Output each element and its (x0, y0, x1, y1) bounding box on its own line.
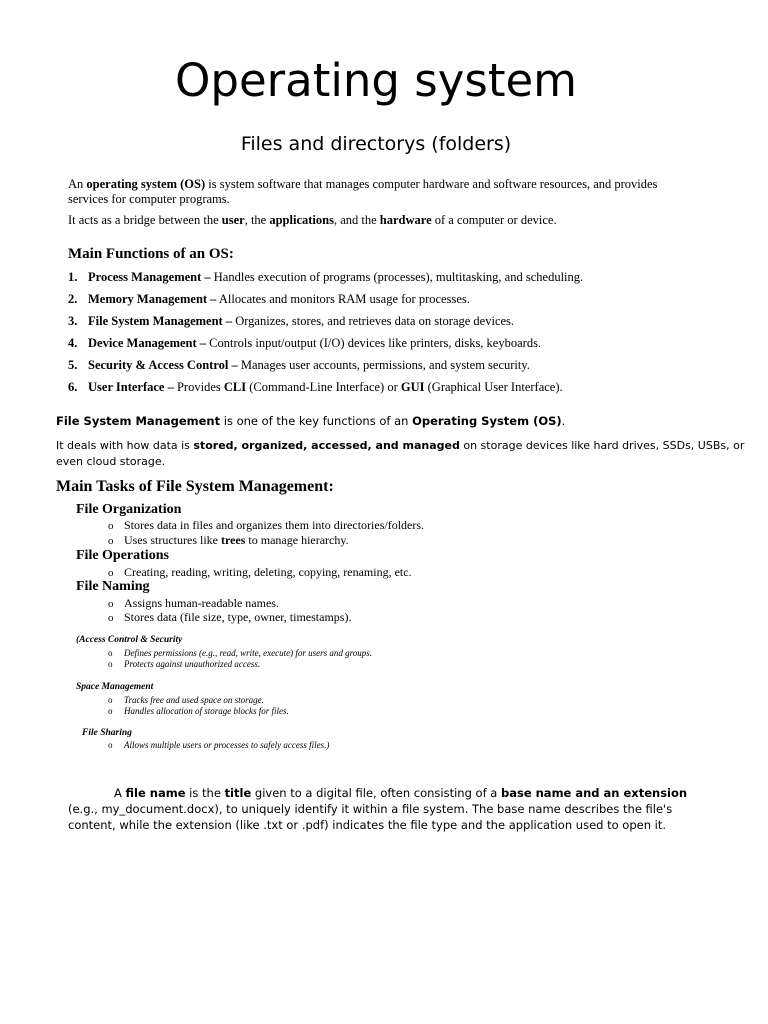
list-item-text: Stores data in files and organizes them into directories/folders. (124, 518, 425, 532)
list-item (108, 706, 289, 716)
list-item-bold: GUI (400, 380, 425, 394)
filename-paragraph-line-2: (e.g., my_document.docx), to uniquely identify it within a file system. The base name describes the file's (68, 802, 673, 816)
list-item-term: Security & Access Control – (88, 358, 238, 372)
list-item-text: (Command-Line Interface) or (246, 380, 401, 394)
intro-text: of a computer or device. (431, 213, 557, 227)
intro-bold: user (221, 213, 245, 227)
list-item (68, 336, 541, 351)
bullet-icon: o (108, 659, 113, 669)
list-item (68, 314, 514, 329)
list-item (68, 380, 563, 395)
bullet-icon: o (108, 520, 114, 532)
bullet-icon: o (108, 567, 114, 579)
file-operations-heading: File Operations (76, 548, 169, 563)
filename-text: is the (185, 786, 225, 800)
list-item-text: Manages user accounts, permissions, and system security. (237, 358, 530, 372)
bullet-icon: o (108, 612, 114, 624)
fsm-paragraph-2 (56, 438, 744, 454)
list-item-term: Memory Management – (88, 292, 217, 306)
bullet-icon: o (108, 740, 113, 750)
list-item (108, 659, 260, 669)
intro-text: , the (244, 213, 270, 227)
fsm-paragraph-2-cont: even cloud storage. (56, 455, 166, 468)
list-item (108, 533, 349, 548)
functions-heading: Main Functions of an OS: (68, 246, 234, 262)
list-item-text: Handles execution of programs (processes), multitasking, and scheduling. (210, 270, 584, 284)
list-item-text: Protects against unauthorized access. (124, 659, 261, 669)
intro-paragraph-1 (68, 177, 657, 192)
list-item-bold: CLI (223, 380, 247, 394)
access-control-heading: (Access Control & Security (76, 635, 183, 645)
list-item (108, 695, 264, 705)
list-item-text: Stores data (file size, type, owner, timestamps). (124, 610, 352, 624)
list-number: 4. (68, 336, 78, 350)
list-item (108, 610, 351, 625)
list-item-bold: trees (220, 533, 246, 547)
fsm-text: on storage devices like hard drives, SSDs, USBs, or (459, 439, 745, 452)
intro-paragraph-1-cont: services for computer programs. (68, 192, 230, 206)
list-number: 1. (68, 270, 78, 284)
file-organization-heading: File Organization (76, 502, 182, 517)
intro-bold: hardware (379, 213, 432, 227)
fsm-bold: Operating System (OS) (412, 414, 562, 428)
list-item (108, 596, 279, 611)
intro-bold: applications (269, 213, 334, 227)
filename-bold: file name (125, 786, 186, 800)
list-item-text: Allows multiple users or processes to safely access files.) (124, 740, 330, 750)
filename-bold: title (224, 786, 252, 800)
intro-bold-os: operating system (OS) (86, 177, 206, 191)
list-item-text: Uses structures like (124, 533, 221, 547)
fsm-bold: File System Management (56, 414, 221, 428)
fsm-text: . (561, 414, 566, 428)
list-item-text: Tracks free and used space on storage. (124, 695, 264, 705)
list-item-text: Provides (173, 380, 224, 394)
list-number: 3. (68, 314, 78, 328)
list-item (108, 518, 424, 533)
list-item-text: Allocates and monitors RAM usage for processes. (216, 292, 470, 306)
bullet-icon: o (108, 535, 114, 547)
file-naming-heading: File Naming (76, 579, 150, 594)
page-title: Operating system (175, 54, 577, 107)
list-item (108, 648, 372, 658)
list-item (108, 740, 329, 750)
filename-paragraph-line-3: content, while the extension (like .txt or .pdf) indicates the file type and the application used to open it. (68, 818, 667, 832)
list-number: 5. (68, 358, 78, 372)
filename-bold: base name and an extension (500, 786, 688, 800)
list-item-text: Assigns human-readable names. (124, 596, 279, 610)
space-management-heading: Space Management (76, 682, 154, 692)
bullet-icon: o (108, 598, 114, 610)
list-number: 2. (68, 292, 78, 306)
fsm-text: is one of the key functions of an (220, 414, 413, 428)
list-item-text: Organizes, stores, and retrieves data on storage devices. (232, 314, 515, 328)
filename-text: given to a digital file, often consisting of a (251, 786, 501, 800)
page-subtitle: Files and directorys (folders) (240, 133, 512, 155)
list-item (68, 358, 530, 373)
list-item (68, 292, 470, 307)
filename-paragraph-line-1 (114, 785, 687, 801)
list-item-text: to manage hierarchy. (245, 533, 349, 547)
list-item-text: Creating, reading, writing, deleting, copying, renaming, etc. (124, 565, 412, 579)
intro-text: , and the (333, 213, 380, 227)
filename-text: A (114, 786, 126, 800)
list-item (68, 270, 583, 285)
fsm-bold: stored, organized, accessed, and managed (193, 439, 460, 452)
intro-paragraph-2 (68, 213, 557, 228)
bullet-icon: o (108, 695, 113, 705)
bullet-icon: o (108, 706, 113, 716)
fsm-text: It deals with how data is (56, 439, 194, 452)
list-item-term: User Interface – (88, 380, 174, 394)
list-item-text: Controls input/output (I/O) devices like printers, disks, keyboards. (206, 336, 542, 350)
fsm-paragraph-1 (56, 413, 565, 429)
list-number: 6. (68, 380, 78, 394)
list-item-term: Device Management – (88, 336, 207, 350)
list-item-term: File System Management – (88, 314, 233, 328)
list-item-text: (Graphical User Interface). (424, 380, 563, 394)
file-sharing-heading: File Sharing (82, 728, 132, 738)
list-item (108, 565, 412, 580)
tasks-heading: Main Tasks of File System Management: (56, 478, 334, 495)
list-item-text: Defines permissions (e.g., read, write, execute) for users and groups. (124, 648, 373, 658)
intro-text: It acts as a bridge between the (68, 213, 222, 227)
list-item-text: Handles allocation of storage blocks for files. (124, 706, 289, 716)
functions-list (68, 270, 688, 400)
bullet-icon: o (108, 648, 113, 658)
intro-text: is system software that manages computer hardware and software resources, and provides (205, 177, 658, 191)
intro-text: An (68, 177, 87, 191)
list-item-term: Process Management – (88, 270, 211, 284)
